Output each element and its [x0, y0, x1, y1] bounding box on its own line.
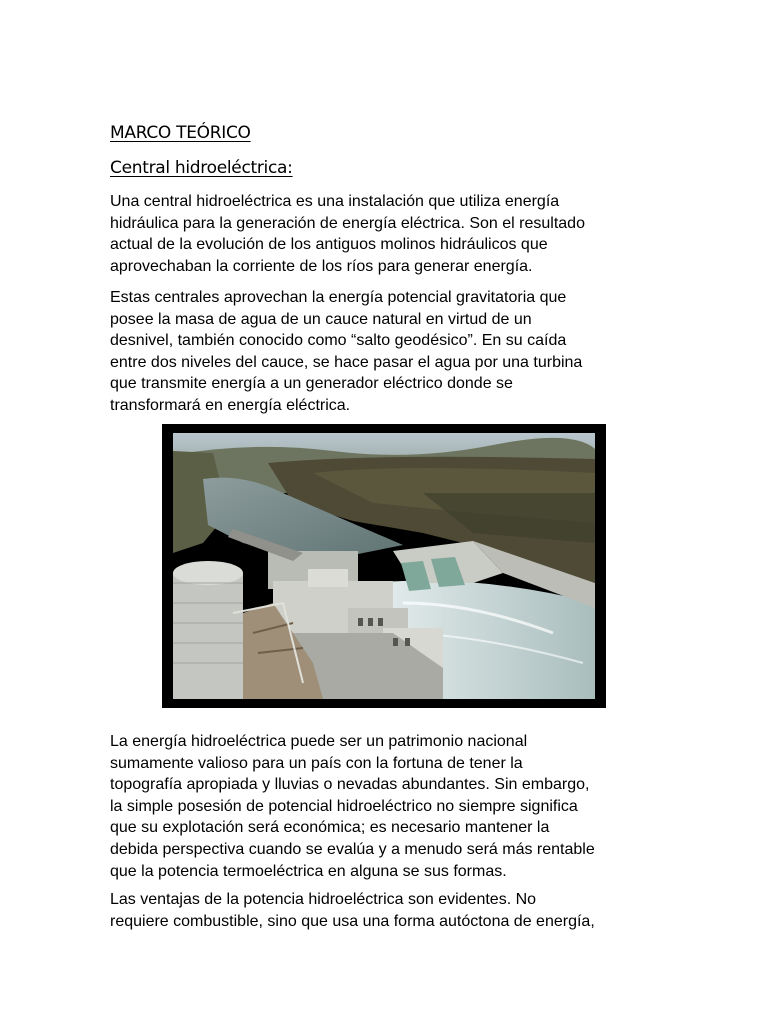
- text-line: La energía hidroeléctrica puede ser un patrimonio nacional: [110, 733, 528, 750]
- text-line: que transmite energía a un generador eléctrico donde se: [110, 375, 513, 393]
- text-line: que la potencia termoeléctrica en alguna se sus formas.: [110, 862, 507, 880]
- dam-illustration: [173, 433, 595, 699]
- subsection-heading: Central hidroeléctrica:: [110, 158, 293, 178]
- text-line: que su explotación será económica; es necesario mantener la: [110, 819, 550, 837]
- hydroelectric-plant-photo: [162, 424, 606, 708]
- text-line: desnivel, también conocido como “salto geodésico”. En su caída: [110, 332, 567, 350]
- text-line: entre dos niveles del cauce, se hace pasar el agua por una turbina: [110, 353, 583, 371]
- text-line: actual de la evolución de los antiguos molinos hidráulicos que: [110, 236, 548, 254]
- paragraph-definition: [110, 191, 670, 277]
- text-line: Las ventajas de la potencia hidroeléctrica son evidentes. No: [110, 891, 537, 908]
- text-line: la simple posesión de potencial hidroeléctrico no siempre significa: [110, 797, 578, 815]
- text-line: Una central hidroeléctrica es una instalación que utiliza energía: [110, 193, 560, 210]
- text-line: aprovechaban la corriente de los ríos para generar energía.: [110, 257, 533, 275]
- text-line: hidráulica para la generación de energía eléctrica. Son el resultado: [110, 214, 585, 232]
- text-line: transformará en energía eléctrica.: [110, 396, 351, 414]
- paragraph-advantages: [110, 889, 670, 932]
- paragraph-national-heritage: [110, 731, 670, 882]
- text-line: topografía apropiada y lluvias o nevadas abundantes. Sin embargo,: [110, 776, 590, 794]
- paragraph-potential-energy: [110, 287, 670, 417]
- text-line: sumamente valioso para un país con la fortuna de tener la: [110, 754, 523, 772]
- text-line: debida perspectiva cuando se evalúa y a menudo será más rentable: [110, 840, 595, 858]
- text-line: Estas centrales aprovechan la energía potencial gravitatoria que: [110, 289, 567, 306]
- text-line: posee la masa de agua de un cauce natural en virtud de un: [110, 310, 532, 328]
- section-heading: MARCO TEÓRICO: [110, 123, 251, 143]
- text-line: requiere combustible, sino que usa una forma autóctona de energía,: [110, 912, 595, 930]
